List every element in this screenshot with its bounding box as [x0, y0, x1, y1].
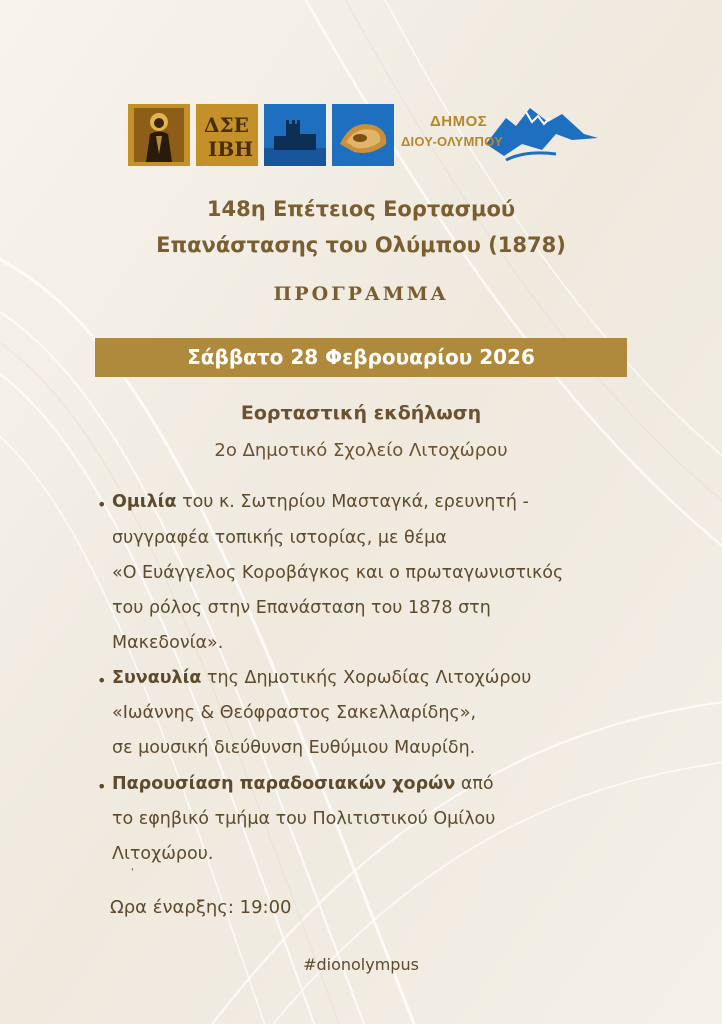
- olympus-photo-logo: [332, 104, 394, 166]
- bullet-icon: •: [97, 495, 107, 514]
- date-banner: Σάββατο 28 Φεβρουαρίου 2026: [95, 338, 627, 377]
- event-title: Εορταστική εκδήλωση: [240, 402, 482, 424]
- svg-text:ΙΒΗ: ΙΒΗ: [208, 137, 254, 161]
- item-3-bold: Παρουσίαση παραδοσιακών χορών: [112, 774, 456, 794]
- bullet-icon: •: [97, 777, 107, 796]
- item-1-line-4: του ρόλος στην Επανάσταση του 1878 στη: [112, 598, 491, 618]
- item-2-line-3: σε μουσική διεύθυνση Ευθύμιου Μαυρίδη.: [112, 738, 476, 758]
- item-3-line-1: [112, 774, 494, 794]
- hashtag: #dionolympus: [303, 955, 419, 974]
- event-place: 2ο Δημοτικό Σχολείο Λιτοχώρου: [214, 440, 508, 461]
- item-1-line-2: συγγραφέα τοπικής ιστορίας, με θέμα: [112, 528, 447, 548]
- castle-logo: [264, 104, 326, 166]
- ancient-inscription-logo: [196, 104, 258, 166]
- title-line-2: Επανάστασης του Ολύμπου (1878): [156, 233, 566, 257]
- item-1-line-3: «Ο Ευάγγελος Κοροβάγκος και ο πρωταγωνιστικός: [112, 563, 564, 583]
- programme-heading: ΠΡΟΓΡΑΜΜΑ: [273, 283, 449, 305]
- item-1-text: του κ. Σωτηρίου Μασταγκά, ερευνητή -: [176, 492, 529, 512]
- item-2-line-2: «Ιωάννης & Θεόφραστος Σακελλαρίδης»,: [112, 703, 477, 723]
- item-3-line-2: το εφηβικό τμήμα του Πολιτιστικού Ομίλου: [112, 809, 496, 829]
- svg-text:ΔΣΕ: ΔΣΕ: [204, 113, 249, 137]
- item-1-bold: Ομιλία: [112, 492, 177, 512]
- item-2-text: της Δημοτικής Χορωδίας Λιτοχώρου: [201, 668, 532, 688]
- municipality-logo: [398, 104, 598, 168]
- item-1-line-5: Μακεδονία».: [112, 633, 224, 653]
- item-2-bold: Συναυλία: [112, 668, 202, 688]
- bullet-icon: •: [97, 671, 107, 690]
- item-3-line-3: Λιτοχώρου.: [112, 844, 214, 864]
- municipality-name-line2: ΔΙΟΥ-ΟΛΥΜΠΟΥ: [401, 134, 503, 149]
- item-2-line-1: [112, 668, 531, 688]
- stray-mark: ʹ: [131, 868, 134, 879]
- saint-icon-logo: [128, 104, 190, 166]
- start-time: Ωρα έναρξης: 19:00: [110, 897, 292, 918]
- municipality-name-line1: ΔΗΜΟΣ: [430, 113, 488, 130]
- item-3-text: από: [455, 774, 494, 794]
- title-line-1: 148η Επέτειος Εορτασμού: [206, 197, 516, 221]
- item-1-line-1: [112, 492, 529, 512]
